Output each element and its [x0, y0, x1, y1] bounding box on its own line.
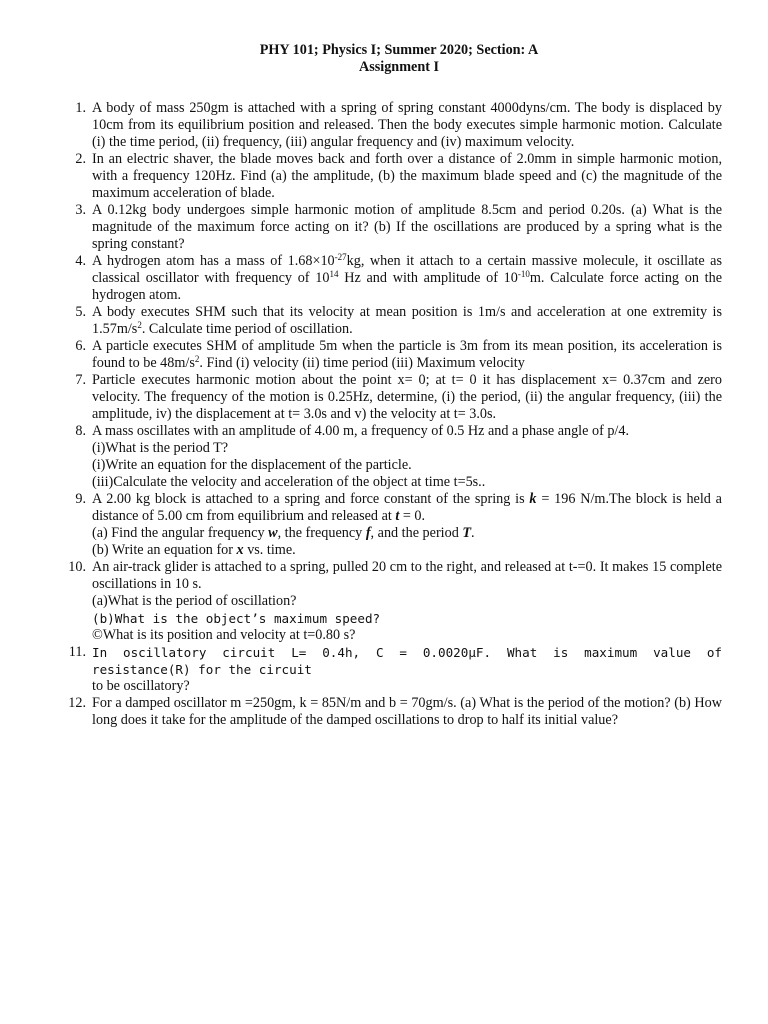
question-number: 5. [75, 304, 86, 320]
document-header [62, 42, 722, 76]
question-11 [62, 644, 722, 695]
text-part: vs. time. [243, 542, 296, 558]
sub-question: (iii)Calculate the velocity and acceleration of the object at time t=5s.. [92, 474, 486, 490]
sub-question [92, 525, 722, 542]
text-part: (a) Find the angular frequency [92, 525, 269, 541]
text-part: . Find (i) velocity (ii) time period (iii) Maximum velocity [199, 355, 525, 371]
question-number: 4. [75, 253, 86, 269]
question-text [92, 253, 722, 303]
text-part: A 2.00 kg block is attached to a spring and force constant of the spring is [92, 491, 530, 507]
question-text: A mass oscillates with an amplitude of 4.00 m, a frequency of 0.5 Hz and a phase angle of p/4. [92, 423, 630, 439]
question-list [62, 100, 722, 729]
superscript: 14 [329, 269, 339, 279]
text-part: Hz and with amplitude of 10 [338, 270, 518, 286]
question-text [92, 491, 722, 525]
question-text [92, 338, 722, 371]
question-text: A body of mass 250gm is attached with a spring of spring constant 4000dyns/cm. The body is displaced by 10cm from its equilibrium position and released. Then the body executes simple harmonic motion. Calculate (i) the time period, (ii) frequency, (iii) angular frequency and (iv) maximum velocity. [92, 100, 722, 150]
variable: x [236, 542, 244, 558]
question-text: For a damped oscillator m =250gm, k = 85N/m and b = 70gm/s. (a) What is the period of the motion? (b) How long does it take for the amplitude of the damped oscillations to drop to half its initial value? [92, 695, 722, 728]
question-number: 6. [75, 338, 86, 354]
question-text: An air-track glider is attached to a spring, pulled 20 cm to the right, and released at t-=0. It makes 15 complete oscillations in 10 s. [92, 559, 722, 592]
variable: t [395, 508, 400, 524]
question-1 [62, 100, 722, 151]
text-part: . [471, 525, 475, 541]
text-part: A particle executes SHM of amplitude 5m when the particle is 3m from its mean position, its acceleration is found to be 48m/s [92, 338, 722, 371]
question-number: 12. [68, 695, 86, 711]
text-part: A hydrogen atom has a mass of 1.68×10 [92, 253, 335, 269]
text-part: = 196 N/m.The block is held a distance of 5.00 cm from equilibrium and released at [92, 491, 722, 524]
sub-question: (a)What is the period of oscillation? [92, 593, 297, 609]
variable: k [529, 491, 537, 507]
question-text [92, 304, 722, 337]
question-3 [62, 202, 722, 253]
text-part: , and the period [370, 525, 463, 541]
variable: T [462, 525, 472, 541]
question-4 [62, 253, 722, 304]
sub-question: ©What is its position and velocity at t=0.80 s? [92, 627, 356, 643]
text-part: = 0. [399, 508, 426, 524]
question-number: 11. [68, 644, 86, 660]
question-9 [62, 491, 722, 559]
text-part: , the frequency [277, 525, 366, 541]
question-12 [62, 695, 722, 729]
superscript: 2 [194, 354, 200, 364]
question-text: A 0.12kg body undergoes simple harmonic motion of amplitude 8.5cm and period 0.20s. (a) What is the magnitude of the maximum force acting on it? (b) If the oscillations are produced by a spring what is the spring constant? [92, 202, 722, 252]
question-number: 9. [75, 491, 86, 507]
question-8 [62, 423, 722, 491]
question-number: 8. [75, 423, 86, 439]
superscript: 2 [137, 320, 142, 330]
question-number: 7. [75, 372, 86, 388]
question-number: 10. [68, 559, 86, 575]
question-2 [62, 151, 722, 202]
question-text-continued: to be oscillatory? [92, 678, 190, 694]
superscript: -10 [517, 269, 530, 279]
text-part: (b) Write an equation for [92, 542, 237, 558]
sub-question: (i)Write an equation for the displacement of the particle. [92, 457, 412, 473]
sub-question [92, 542, 722, 559]
question-number: 2. [75, 151, 86, 167]
question-text: In an electric shaver, the blade moves back and forth over a distance of 2.0mm in simple harmonic motion, with a frequency 120Hz. Find (a) the amplitude, (b) the maximum blade speed and (c) the magnitude of the maximum acceleration of blade. [92, 151, 722, 201]
question-10 [62, 559, 722, 644]
question-7 [62, 372, 722, 423]
course-title: PHY 101; Physics I; Summer 2020; Section: A [259, 42, 539, 58]
question-text: In oscillatory circuit L= 0.4h, C = 0.0020μF. What is maximum value of resistance(R) for the circuit [92, 645, 722, 677]
superscript: -27 [334, 252, 347, 262]
text-part: kg, when it attach to a certain massive molecule, it oscillate as classical oscillator with frequency of 10 [92, 253, 722, 286]
variable: w [268, 525, 278, 541]
question-text: Particle executes harmonic motion about the point x= 0; at t= 0 it has displacement x= 0.37cm and zero velocity. The frequency of the motion is 0.25Hz, determine, (i) the period, (ii) the angular frequency, (iii) the amplitude, iv) the displacement at t= 3.0s and v) the velocity at t= 3.0s. [92, 372, 722, 422]
sub-question: (i)What is the period T? [92, 440, 229, 456]
sub-question: (b)What is the object’s maximum speed? [92, 611, 381, 626]
question-number: 3. [75, 202, 86, 218]
assignment-title: Assignment I [358, 59, 439, 75]
variable: f [365, 525, 371, 541]
question-number: 1. [75, 100, 86, 116]
text-part: A body executes SHM such that its velocity at mean position is 1m/s and acceleration at one extremity is 1.57m/s [92, 304, 722, 337]
text-part: m. Calculate force acting on the hydrogen atom. [92, 270, 722, 303]
question-6 [62, 338, 722, 372]
question-5 [62, 304, 722, 338]
text-part: . Calculate time period of oscillation. [141, 321, 353, 337]
